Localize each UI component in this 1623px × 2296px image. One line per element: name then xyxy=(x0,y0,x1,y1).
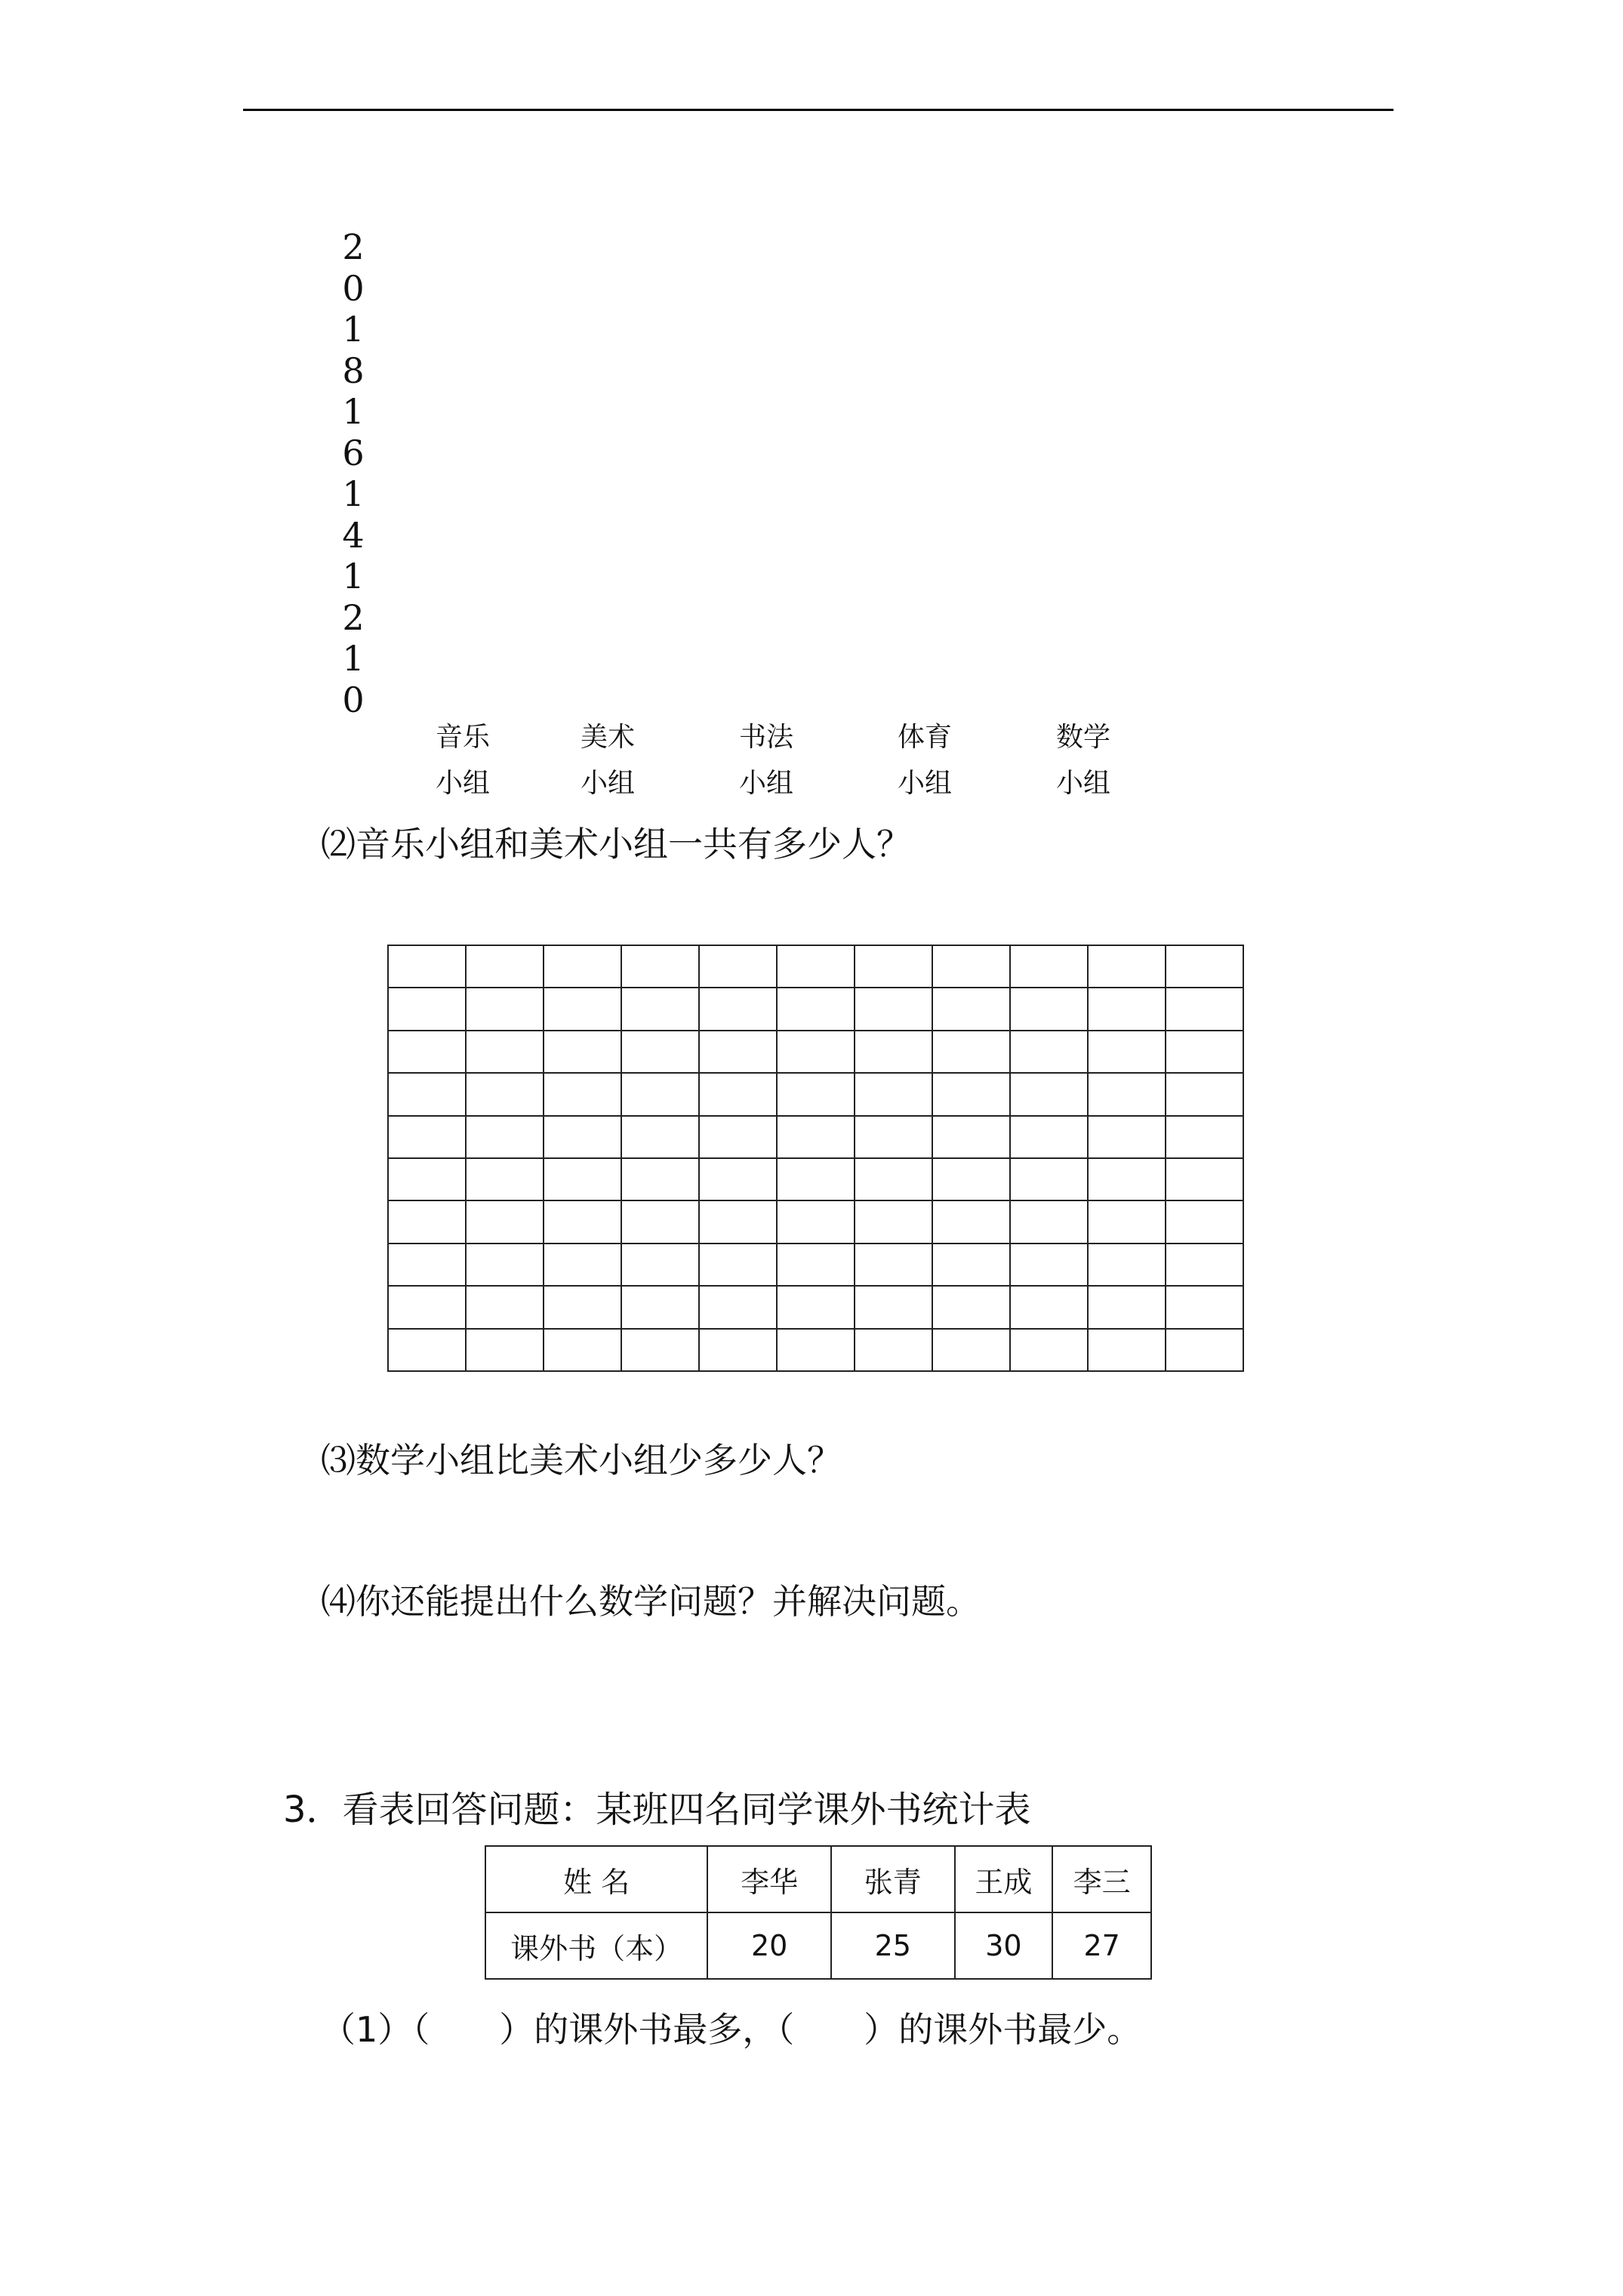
grid-cell xyxy=(388,1116,466,1158)
grid-cell xyxy=(466,1158,544,1200)
y-tick-label: 0 xyxy=(342,267,365,309)
grid-row xyxy=(388,1073,1243,1115)
grid-row xyxy=(388,1116,1243,1158)
grid-cell xyxy=(777,1073,855,1115)
grid-cell xyxy=(544,1116,621,1158)
y-tick-label: 1 xyxy=(342,556,365,596)
grid-cell xyxy=(621,945,699,988)
y-tick-label: 8 xyxy=(342,350,365,391)
grid-cell xyxy=(1010,1031,1088,1073)
grid-cell xyxy=(1088,1158,1166,1200)
grid-cell xyxy=(621,988,699,1030)
grid-cell xyxy=(932,1158,1010,1200)
grid-cell xyxy=(544,1031,621,1073)
category-line1: 音乐 xyxy=(435,722,490,753)
category-line2: 小组 xyxy=(1055,768,1110,799)
grid-cell xyxy=(1088,1286,1166,1328)
grid-cell xyxy=(1088,988,1166,1030)
grid-cell xyxy=(1166,945,1243,988)
grid-cell xyxy=(1010,1116,1088,1158)
grid-cell xyxy=(388,1286,466,1328)
grid-cell xyxy=(1088,1116,1166,1158)
y-tick-label: 2 xyxy=(342,596,365,638)
grid-cell xyxy=(1166,1329,1243,1371)
grid-cell xyxy=(777,1329,855,1371)
grid-cell xyxy=(1010,1200,1088,1243)
grid-cell xyxy=(544,945,621,988)
grid-cell xyxy=(1166,1244,1243,1286)
category-line2: 小组 xyxy=(738,768,793,799)
grid-cell xyxy=(388,1031,466,1073)
category-label-calligraphy xyxy=(713,716,819,800)
grid-cell xyxy=(466,1286,544,1328)
table-cell: 25 xyxy=(831,1912,955,1979)
table-header-cell: 张青 xyxy=(831,1846,955,1912)
grid-cell xyxy=(699,1244,777,1286)
grid-cell xyxy=(544,1158,621,1200)
grid-cell xyxy=(777,1116,855,1158)
grid-cell xyxy=(855,1158,932,1200)
grid-cell xyxy=(699,1031,777,1073)
grid-cell xyxy=(855,945,932,988)
grid-cell xyxy=(544,1073,621,1115)
grid-cell xyxy=(388,1200,466,1243)
grid-cell xyxy=(855,1073,932,1115)
grid-cell xyxy=(1010,1158,1088,1200)
grid-cell xyxy=(932,1031,1010,1073)
grid-cell xyxy=(466,1031,544,1073)
question-3: ⑶数学小组比美术小组少多少人？ xyxy=(321,1440,842,1481)
grid-cell xyxy=(932,988,1010,1030)
book-statistics-table xyxy=(485,1845,1152,1980)
grid-cell xyxy=(777,945,855,988)
grid-cell xyxy=(777,1244,855,1286)
grid-cell xyxy=(388,1073,466,1115)
grid-cell xyxy=(855,1031,932,1073)
grid-row xyxy=(388,1244,1243,1286)
grid-cell xyxy=(388,1244,466,1286)
grid-cell xyxy=(544,988,621,1030)
grid-cell xyxy=(1166,1031,1243,1073)
grid-cell xyxy=(777,1031,855,1073)
section-3-question-1: （1）（ ）的课外书最多，（ ）的课外书最少。 xyxy=(321,2009,1142,2050)
grid-cell xyxy=(855,1116,932,1158)
grid-cell xyxy=(466,1200,544,1243)
grid-cell xyxy=(1088,945,1166,988)
grid-cell xyxy=(466,1116,544,1158)
grid-cell xyxy=(932,1073,1010,1115)
grid-cell xyxy=(621,1158,699,1200)
grid-cell xyxy=(932,1286,1010,1328)
grid-cell xyxy=(621,1116,699,1158)
y-tick-label: 1 xyxy=(342,309,365,350)
table-cell: 20 xyxy=(707,1912,831,1979)
grid-cell xyxy=(1166,1200,1243,1243)
table-header-cell: 王成 xyxy=(955,1846,1053,1912)
category-label-music xyxy=(410,716,516,800)
grid-cell xyxy=(388,988,466,1030)
grid-cell xyxy=(699,1073,777,1115)
y-tick-label: 1 xyxy=(342,638,365,679)
grid-cell xyxy=(466,1073,544,1115)
grid-cell xyxy=(932,1200,1010,1243)
grid-cell xyxy=(777,1286,855,1328)
grid-cell xyxy=(621,1286,699,1328)
grid-cell xyxy=(932,1244,1010,1286)
grid-cell xyxy=(777,988,855,1030)
y-tick-label: 0 xyxy=(342,679,365,720)
grid-cell xyxy=(544,1244,621,1286)
grid-cell xyxy=(855,1286,932,1328)
grid-cell xyxy=(621,1073,699,1115)
grid-cell xyxy=(1166,1286,1243,1328)
category-label-sports xyxy=(872,716,978,800)
grid-cell xyxy=(466,1329,544,1371)
grid-cell xyxy=(855,988,932,1030)
question-4: ⑷你还能提出什么数学问题？并解决问题。 xyxy=(321,1581,981,1622)
grid-cell xyxy=(1010,1329,1088,1371)
question-2: ⑵音乐小组和美术小组一共有多少人？ xyxy=(321,824,911,864)
grid-cell xyxy=(777,1200,855,1243)
category-line1: 书法 xyxy=(738,722,793,753)
table-header-cell: 李三 xyxy=(1052,1846,1151,1912)
category-label-art xyxy=(555,716,661,800)
grid-cell xyxy=(1010,1244,1088,1286)
grid-row xyxy=(388,1158,1243,1200)
y-tick-label: 2 xyxy=(342,227,365,267)
category-line1: 美术 xyxy=(580,722,635,753)
answer-grid xyxy=(387,945,1244,1372)
grid-cell xyxy=(544,1286,621,1328)
category-label-math xyxy=(1030,716,1136,800)
grid-cell xyxy=(699,1158,777,1200)
grid-cell xyxy=(1166,1073,1243,1115)
grid-cell xyxy=(1088,1031,1166,1073)
grid-cell xyxy=(855,1329,932,1371)
grid-row xyxy=(388,1031,1243,1073)
grid-cell xyxy=(621,1329,699,1371)
y-tick-label: 1 xyxy=(342,473,365,514)
grid-row xyxy=(388,1200,1243,1243)
grid-cell xyxy=(1010,1073,1088,1115)
grid-cell xyxy=(466,945,544,988)
table-row xyxy=(485,1912,1151,1979)
y-tick-label: 1 xyxy=(342,391,365,432)
grid-cell xyxy=(932,1329,1010,1371)
y-tick-label: 4 xyxy=(342,514,365,556)
grid-cell xyxy=(388,1329,466,1371)
grid-cell xyxy=(1088,1073,1166,1115)
grid-row xyxy=(388,1329,1243,1371)
grid-row xyxy=(388,945,1243,988)
section-3-heading: 3．看表回答问题：某班四名同学课外书统计表 xyxy=(283,1789,1031,1831)
grid-cell xyxy=(621,1244,699,1286)
table-cell: 27 xyxy=(1052,1912,1151,1979)
grid-cell xyxy=(388,1158,466,1200)
grid-cell xyxy=(699,1200,777,1243)
grid-cell xyxy=(932,1116,1010,1158)
grid-cell xyxy=(621,1200,699,1243)
grid-cell xyxy=(1088,1329,1166,1371)
chart-y-axis-labels xyxy=(338,227,368,720)
category-line1: 数学 xyxy=(1055,722,1110,753)
category-line2: 小组 xyxy=(435,768,490,799)
grid-cell xyxy=(855,1244,932,1286)
grid-cell xyxy=(1166,1116,1243,1158)
grid-cell xyxy=(466,988,544,1030)
grid-cell xyxy=(699,945,777,988)
grid-cell xyxy=(1088,1200,1166,1243)
table-header-cell: 姓 名 xyxy=(485,1846,707,1912)
grid-cell xyxy=(466,1244,544,1286)
category-line2: 小组 xyxy=(580,768,635,799)
header-rule xyxy=(243,109,1394,111)
grid-row xyxy=(388,988,1243,1030)
grid-cell xyxy=(621,1031,699,1073)
category-line2: 小组 xyxy=(897,768,952,799)
grid-cell xyxy=(544,1329,621,1371)
grid-cell xyxy=(699,1286,777,1328)
grid-cell xyxy=(699,988,777,1030)
grid-cell xyxy=(1166,1158,1243,1200)
grid-row xyxy=(388,1286,1243,1328)
table-cell: 30 xyxy=(955,1912,1053,1979)
y-tick-label: 6 xyxy=(342,432,365,473)
grid-cell xyxy=(544,1200,621,1243)
grid-cell xyxy=(388,945,466,988)
grid-cell xyxy=(1166,988,1243,1030)
grid-cell xyxy=(777,1158,855,1200)
table-cell: 课外书（本） xyxy=(485,1912,707,1979)
grid-cell xyxy=(932,945,1010,988)
category-line1: 体育 xyxy=(897,722,952,753)
table-header-cell: 李华 xyxy=(707,1846,831,1912)
table-header-row xyxy=(485,1846,1151,1912)
grid-cell xyxy=(1010,988,1088,1030)
grid-cell xyxy=(1088,1244,1166,1286)
grid-cell xyxy=(1010,945,1088,988)
grid-cell xyxy=(699,1329,777,1371)
grid-cell xyxy=(1010,1286,1088,1328)
grid-cell xyxy=(855,1200,932,1243)
grid-cell xyxy=(699,1116,777,1158)
